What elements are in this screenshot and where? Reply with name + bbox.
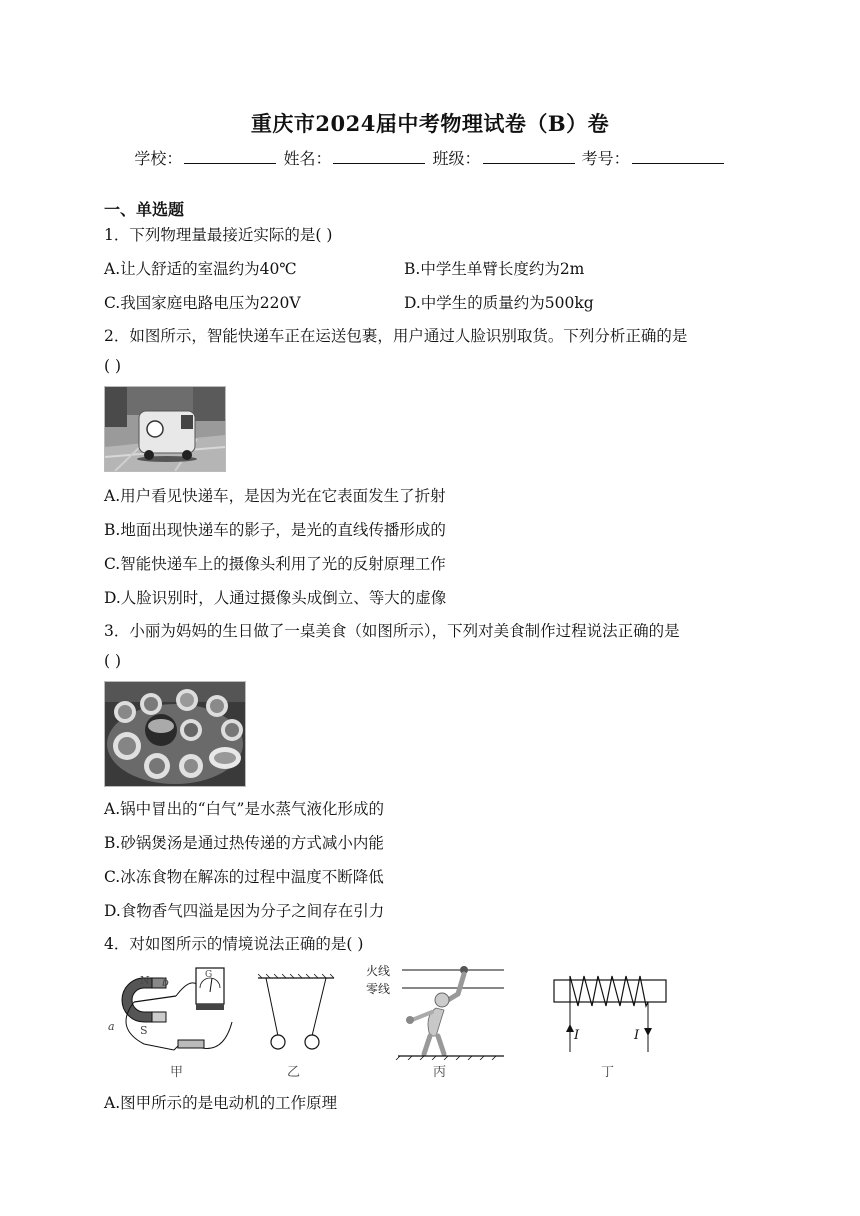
name-blank[interactable] xyxy=(333,149,425,164)
q1-stem: 1．下列物理量最接近实际的是( ) xyxy=(104,226,333,244)
student-info-row xyxy=(0,146,860,169)
name-label: 姓名： xyxy=(283,149,332,168)
q1-option-c: C.我国家庭电路电压为220V xyxy=(104,294,301,312)
q2-option-d: D.人脸识别时，人通过摄像头成倒立、等大的虚像 xyxy=(104,589,447,607)
q3-option-c: C.冰冻食物在解冻的过程中温度不断降低 xyxy=(104,868,384,886)
figure-yi-label: 乙 xyxy=(287,1065,301,1080)
q2-stem-line1: 2．如图所示，智能快递车正在运送包裹，用户通过人脸识别取货。下列分析正确的是 xyxy=(104,327,688,345)
q2-option-a: A.用户看见快递车，是因为光在它表面发生了折射 xyxy=(104,487,446,505)
figure-yi-pendulums xyxy=(256,972,336,1054)
figure-jia-label: 甲 xyxy=(170,1065,184,1080)
q3-option-a: A.锅中冒出的“白气”是水蒸气液化形成的 xyxy=(104,800,384,818)
wire-a-label: a xyxy=(108,1020,115,1033)
q3-option-b: B.砂锅煲汤是通过热传递的方式减小内能 xyxy=(104,834,384,852)
school-label: 学校： xyxy=(134,149,183,168)
current-right-label: I xyxy=(634,1028,640,1043)
q3-stem-line2: ( ) xyxy=(104,652,122,670)
figure-bing-label: 丙 xyxy=(433,1065,447,1080)
exam-title: 重庆市2024届中考物理试卷（B）卷 xyxy=(250,111,610,136)
live-wire-label: 火线 xyxy=(366,964,391,978)
figure-jia-induction xyxy=(104,962,244,1062)
id-label: 考号： xyxy=(581,149,630,168)
table-of-food-photo-icon xyxy=(104,681,246,787)
figure-ding-solenoid xyxy=(552,972,668,1054)
delivery-vehicle-photo-icon xyxy=(104,386,226,472)
id-blank[interactable] xyxy=(632,149,724,164)
current-left-label: I xyxy=(574,1028,580,1043)
q2-stem-line2: ( ) xyxy=(104,357,122,375)
neutral-wire-label: 零线 xyxy=(366,982,391,996)
q2-option-b: B.地面出现快递车的影子，是光的直线传播形成的 xyxy=(104,521,446,539)
wire-b-label: b xyxy=(162,976,170,989)
figure-ding-label: 丁 xyxy=(601,1065,615,1080)
galvanometer-g-label: G xyxy=(205,970,213,980)
class-label: 班级： xyxy=(432,149,481,168)
q1-option-d: D.中学生的质量约为500kg xyxy=(404,294,594,312)
magnet-n-label: N xyxy=(140,974,150,987)
figure-bing-electric-shock xyxy=(364,960,506,1060)
q4-stem: 4．对如图所示的情境说法正确的是( ) xyxy=(104,935,364,953)
q2-option-c: C.智能快递车上的摄像头利用了光的反射原理工作 xyxy=(104,555,446,573)
q1-option-a: A.让人舒适的室温约为40℃ xyxy=(104,260,297,278)
q3-option-d: D.食物香气四溢是因为分子之间存在引力 xyxy=(104,902,385,920)
q1-option-b: B.中学生单臂长度约为2m xyxy=(404,260,585,278)
section-title: 一、单选题 xyxy=(104,200,185,219)
q4-option-a: A.图甲所示的是电动机的工作原理 xyxy=(104,1094,338,1112)
magnet-s-label: S xyxy=(140,1024,148,1037)
class-blank[interactable] xyxy=(483,149,575,164)
q3-stem-line1: 3．小丽为妈妈的生日做了一桌美食（如图所示），下列对美食制作过程说法正确的是 xyxy=(104,622,680,640)
school-blank[interactable] xyxy=(184,149,276,164)
